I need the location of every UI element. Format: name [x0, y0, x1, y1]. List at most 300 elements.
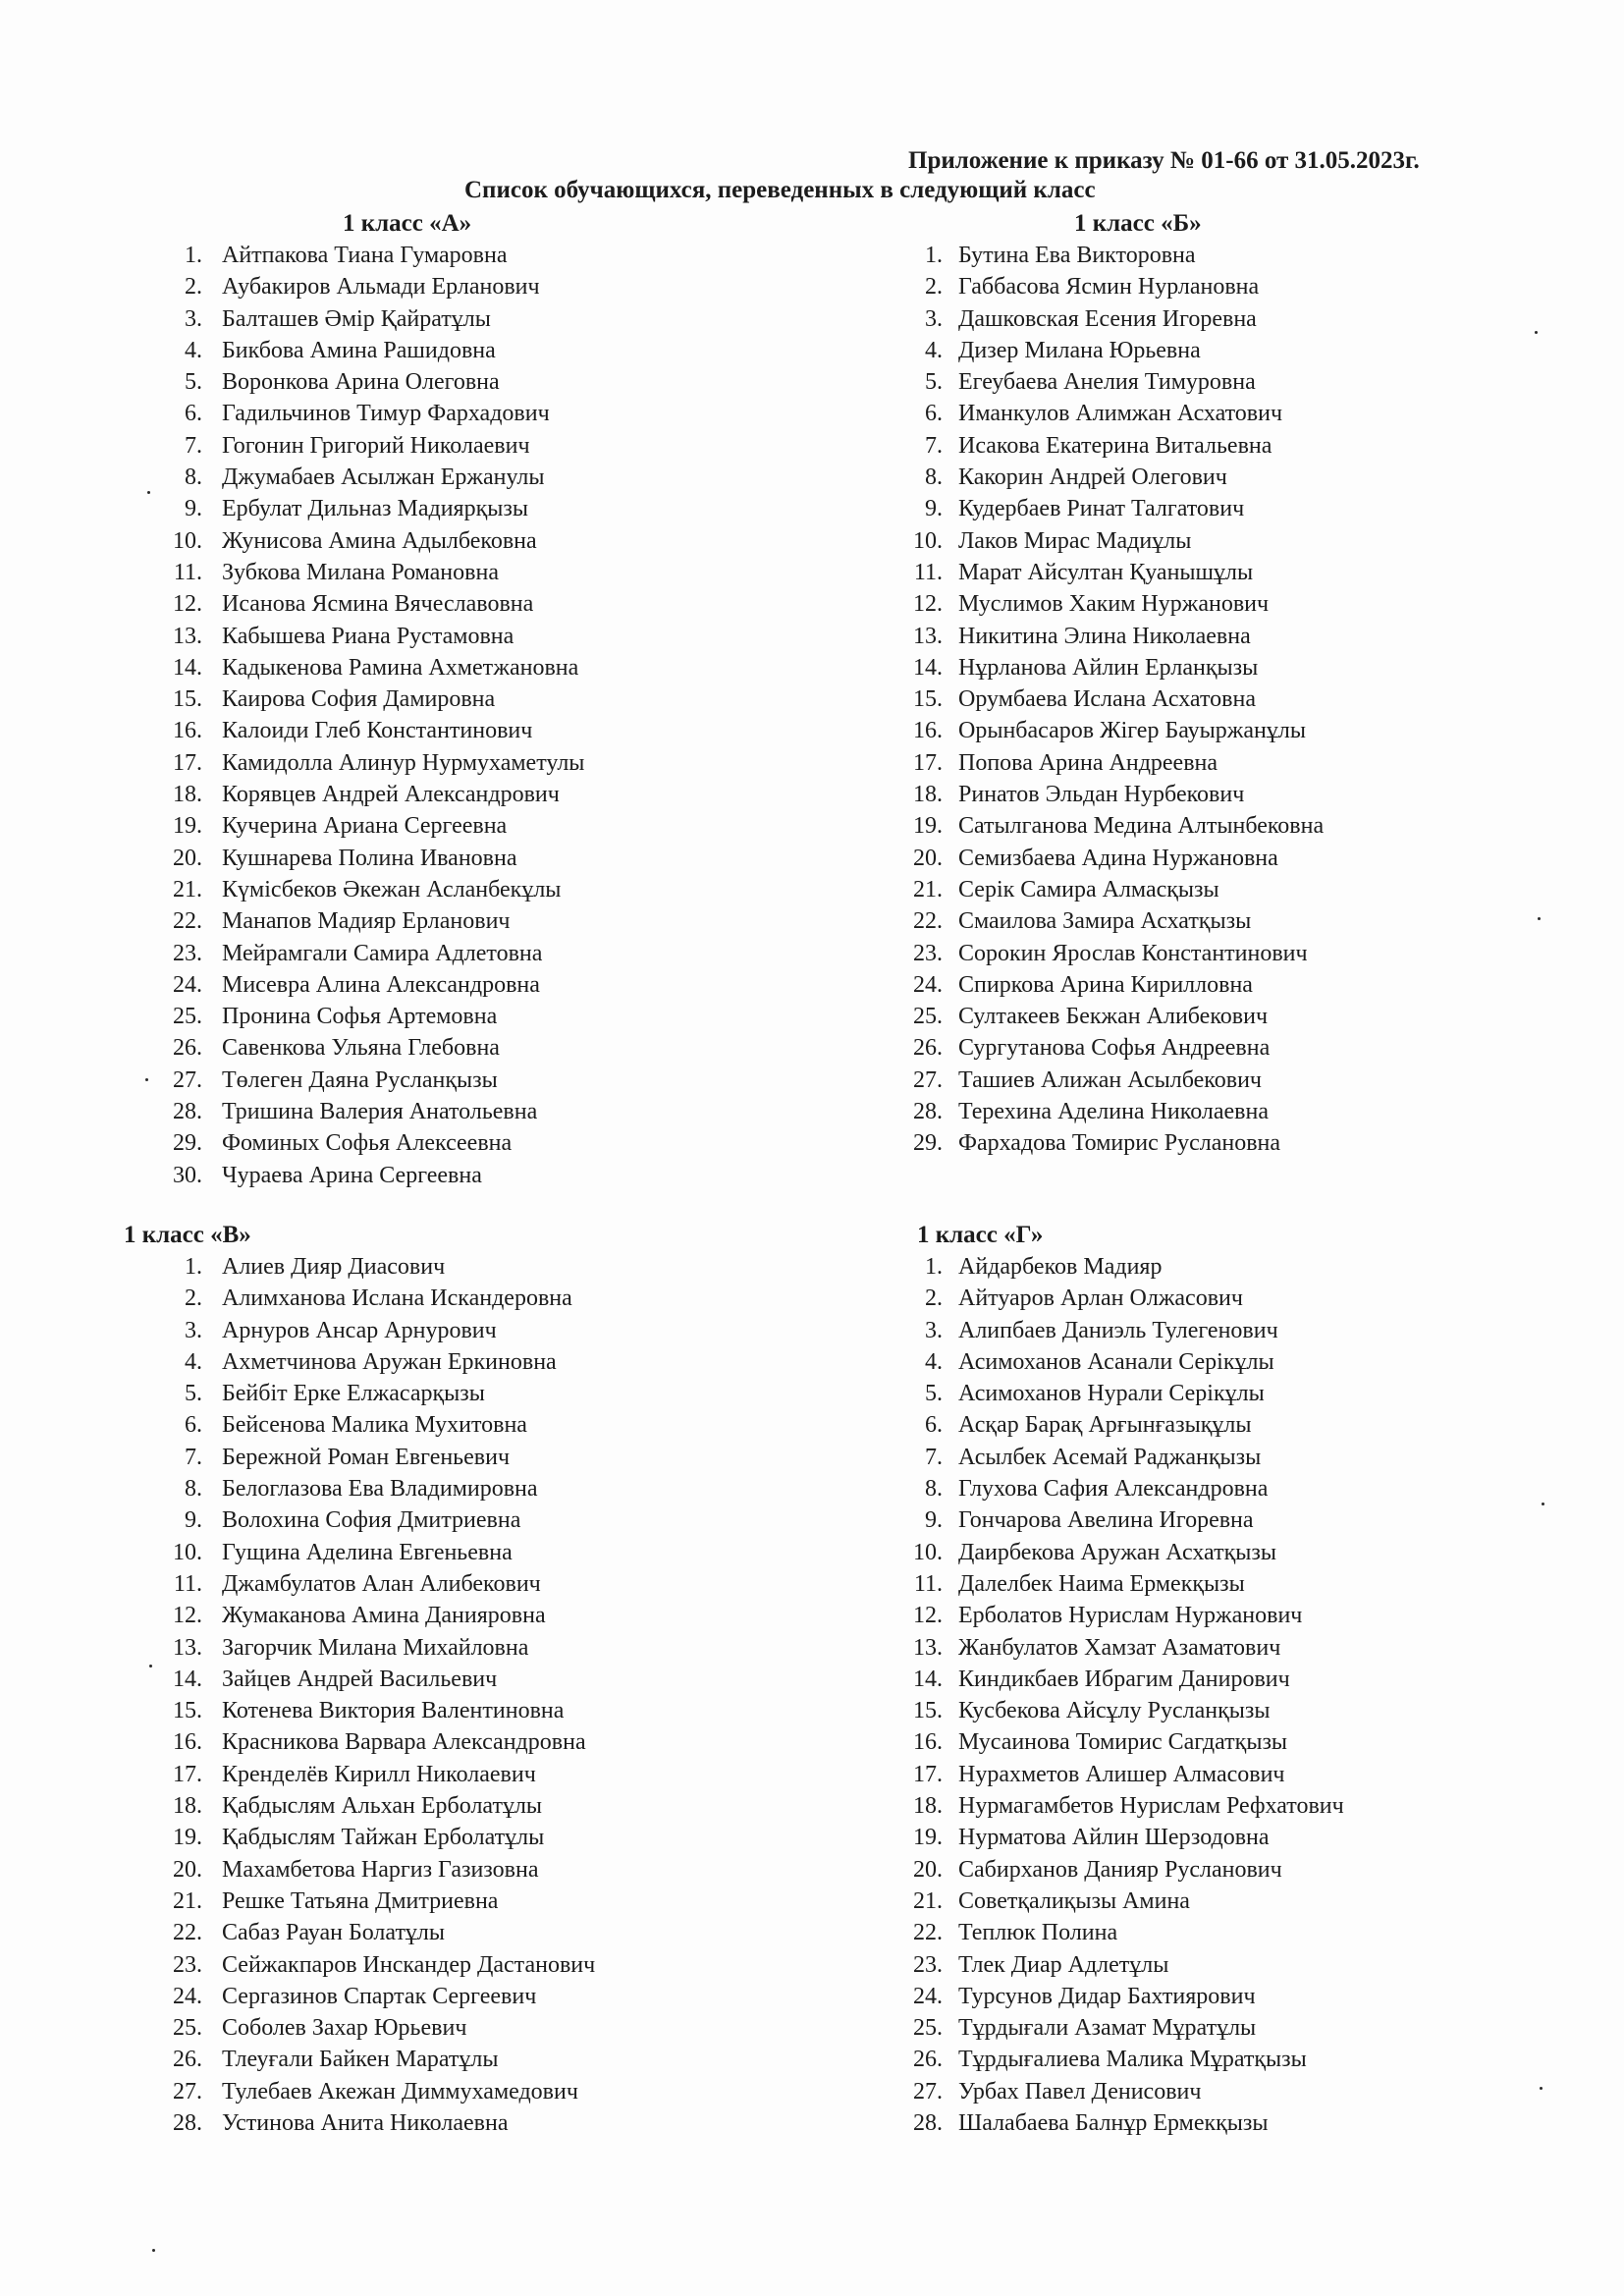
list-item	[899, 1096, 1449, 1127]
student-name: Белоглазова Ева Владимировна	[222, 1476, 538, 1503]
list-item-number: 22.	[173, 1920, 202, 1946]
class-a-list	[137, 240, 687, 1191]
student-name: Муслимов Хаким Нуржанович	[958, 591, 1270, 618]
student-name: Жунисова Амина Адылбековна	[222, 527, 537, 554]
list-item-number: 2.	[925, 1285, 943, 1312]
list-item-number: 28.	[913, 1099, 943, 1125]
list-item	[137, 1981, 687, 2012]
list-item	[899, 905, 1449, 937]
student-name: Гончарова Авелина Игоревна	[958, 1507, 1254, 1534]
scan-speck	[152, 2249, 155, 2252]
list-item-number: 18.	[173, 782, 202, 808]
list-item-number: 4.	[925, 1348, 943, 1375]
list-item	[137, 779, 687, 810]
list-item-number: 23.	[913, 1951, 943, 1978]
list-item	[899, 621, 1449, 652]
student-name: Манапов Мадияр Ерланович	[222, 908, 511, 935]
student-name: Ерболатов Нурислам Нуржанович	[958, 1603, 1303, 1629]
list-item-number: 23.	[913, 940, 943, 966]
student-name: Семизбаева Адина Нуржановна	[958, 845, 1278, 871]
list-item-number: 27.	[173, 2078, 202, 2105]
list-item-number: 22.	[913, 908, 943, 935]
list-item-number: 5.	[185, 1381, 202, 1407]
student-name: Калоиди Глеб Константинович	[222, 718, 533, 744]
list-item	[899, 2044, 1449, 2075]
class-a-title: 1 класс «А»	[343, 210, 472, 237]
student-name: Ахметчинова Аружан Еркиновна	[222, 1348, 557, 1375]
list-item-number: 29.	[173, 1130, 202, 1157]
student-name: Исакова Екатерина Витальевна	[958, 432, 1272, 459]
list-item	[899, 1065, 1449, 1096]
scan-speck	[149, 1665, 152, 1667]
list-item	[899, 810, 1449, 842]
list-item-number: 27.	[913, 2078, 943, 2105]
list-item-number: 7.	[925, 1444, 943, 1470]
student-name: Фархадова Томирис Руслановна	[958, 1130, 1281, 1157]
list-item	[899, 1032, 1449, 1064]
class-g-title: 1 класс «Г»	[917, 1222, 1044, 1248]
student-name: Урбах Павел Денисович	[958, 2078, 1202, 2105]
student-name: Решке Татьяна Дмитриевна	[222, 1887, 499, 1914]
list-item	[899, 271, 1449, 302]
student-name: Айтуаров Арлан Олжасович	[958, 1285, 1243, 1312]
student-name: Алиев Дияр Диасович	[222, 1254, 446, 1280]
list-item	[137, 683, 687, 715]
list-item	[137, 1568, 687, 1600]
scan-speck	[1540, 2087, 1543, 2090]
list-item	[137, 843, 687, 874]
list-item-number: 9.	[185, 496, 202, 522]
student-name: Султакеев Бекжан Алибекович	[958, 1004, 1269, 1030]
list-item	[899, 303, 1449, 335]
list-item	[899, 1790, 1449, 1822]
student-name: Тұрдығалиева Малика Мұратқызы	[958, 2047, 1307, 2073]
list-item-number: 25.	[913, 2015, 943, 2042]
list-item	[899, 525, 1449, 557]
list-item	[137, 462, 687, 493]
list-item-number: 11.	[173, 559, 202, 585]
class-b-title: 1 класс «Б»	[1074, 210, 1202, 237]
list-item-number: 5.	[925, 1381, 943, 1407]
list-item-number: 25.	[173, 1004, 202, 1030]
list-item	[899, 2012, 1449, 2044]
list-item	[137, 1127, 687, 1159]
appendix-heading: Приложение к приказу № 01-66 от 31.05.2023г.	[908, 147, 1420, 174]
student-name: Асимоханов Асанали Серікұлы	[958, 1348, 1274, 1375]
list-item	[137, 652, 687, 683]
list-item	[137, 1251, 687, 1283]
student-name: Гущина Аделина Евгеньевна	[222, 1539, 513, 1565]
student-name: Дизер Милана Юрьевна	[958, 337, 1201, 363]
list-item-number: 13.	[913, 623, 943, 649]
list-item	[899, 366, 1449, 398]
list-item	[137, 1315, 687, 1346]
list-item-number: 17.	[913, 749, 943, 776]
student-name: Соболев Захар Юрьевич	[222, 2015, 467, 2042]
student-name: Тлеуғали Байкен Маратұлы	[222, 2047, 499, 2073]
list-item-number: 10.	[173, 1539, 202, 1565]
list-item	[899, 715, 1449, 746]
student-name: Чураева Арина Сергеевна	[222, 1162, 482, 1188]
list-item	[137, 1378, 687, 1409]
student-name: Аубакиров Альмади Ерланович	[222, 274, 540, 301]
student-name: Мисевра Алина Александровна	[222, 971, 540, 998]
list-item	[899, 493, 1449, 524]
list-item	[899, 874, 1449, 905]
student-name: Савенкова Ульяна Глебовна	[222, 1035, 500, 1062]
list-item	[899, 1632, 1449, 1664]
list-item-number: 17.	[913, 1761, 943, 1787]
list-item-number: 1.	[925, 1254, 943, 1280]
scan-speck	[147, 491, 150, 494]
list-item	[137, 905, 687, 937]
student-name: Исанова Ясмина Вячеславовна	[222, 591, 534, 618]
list-item-number: 28.	[173, 2110, 202, 2137]
list-item	[137, 366, 687, 398]
list-item-number: 23.	[173, 1951, 202, 1978]
student-name: Котенева Виктория Валентиновна	[222, 1698, 565, 1724]
student-name: Кабышева Риана Рустамовна	[222, 623, 514, 649]
list-item	[899, 1001, 1449, 1032]
student-name: Волохина София Дмитриевна	[222, 1507, 521, 1534]
scan-speck	[1538, 917, 1541, 920]
student-name: Нурматова Айлин Шерзодовна	[958, 1825, 1270, 1851]
list-item-number: 7.	[185, 432, 202, 459]
list-item	[899, 462, 1449, 493]
student-name: Корявцев Андрей Александрович	[222, 782, 560, 808]
student-name: Камидолла Алинур Нурмухаметулы	[222, 749, 585, 776]
list-item	[899, 779, 1449, 810]
list-item-number: 24.	[173, 1983, 202, 2009]
list-item-number: 7.	[925, 432, 943, 459]
student-name: Төлеген Даяна Русланқызы	[222, 1066, 498, 1093]
list-item-number: 16.	[913, 718, 943, 744]
student-name: Сабаз Рауан Болатұлы	[222, 1920, 446, 1946]
list-item-number: 16.	[173, 718, 202, 744]
list-item-number: 2.	[925, 274, 943, 301]
student-name: Алипбаев Даниэль Тулегенович	[958, 1317, 1278, 1343]
student-name: Сорокин Ярослав Константинович	[958, 940, 1308, 966]
list-item-number: 12.	[913, 591, 943, 618]
list-item	[899, 1283, 1449, 1314]
list-item	[137, 398, 687, 429]
list-item	[137, 335, 687, 366]
list-item	[137, 1001, 687, 1032]
list-item-number: 5.	[925, 369, 943, 396]
student-name: Лаков Мирас Мадиұлы	[958, 527, 1192, 554]
list-item	[137, 1664, 687, 1695]
list-item-number: 15.	[913, 1698, 943, 1724]
student-name: Джумабаев Асылжан Ержанулы	[222, 465, 545, 491]
list-item-number: 4.	[925, 337, 943, 363]
student-name: Пронина Софья Артемовна	[222, 1004, 498, 1030]
list-item	[137, 1160, 687, 1191]
list-item	[137, 303, 687, 335]
list-item	[899, 1664, 1449, 1695]
class-a-section	[137, 208, 687, 1191]
list-item	[137, 1854, 687, 1886]
list-item	[899, 398, 1449, 429]
student-name: Тулебаев Акежан Диммухамедович	[222, 2078, 578, 2105]
list-item-number: 18.	[913, 782, 943, 808]
class-v-list	[137, 1251, 687, 2139]
list-item	[899, 1949, 1449, 1981]
list-item	[899, 1537, 1449, 1568]
list-item	[899, 1917, 1449, 1948]
class-v-section	[124, 1220, 687, 2139]
student-name: Загорчик Милана Михайловна	[222, 1634, 529, 1661]
list-item	[899, 1568, 1449, 1600]
list-item	[899, 1822, 1449, 1853]
student-name: Киндикбаев Ибрагим Данирович	[958, 1666, 1290, 1692]
student-name: Асқар Барақ Арғынғазықұлы	[958, 1412, 1252, 1439]
student-name: Нурахметов Алишер Алмасович	[958, 1761, 1285, 1787]
scan-speck	[1535, 331, 1538, 334]
student-name: Тұрдығали Азамат Мұратұлы	[958, 2015, 1257, 2042]
student-name: Махамбетова Наргиз Газизовна	[222, 1856, 539, 1883]
list-item	[899, 1759, 1449, 1790]
student-name: Кренделёв Кирилл Николаевич	[222, 1761, 536, 1787]
student-name: Ташиев Алижан Асылбекович	[958, 1066, 1262, 1093]
student-name: Зайцев Андрей Васильевич	[222, 1666, 498, 1692]
list-item	[899, 1504, 1449, 1536]
list-item	[899, 588, 1449, 620]
student-name: Гадильчинов Тимур Фархадович	[222, 401, 550, 427]
list-item-number: 27.	[173, 1066, 202, 1093]
list-item-number: 16.	[913, 1729, 943, 1756]
list-item-number: 14.	[173, 654, 202, 681]
class-v-title: 1 класс «В»	[124, 1222, 251, 1248]
list-item	[137, 1473, 687, 1504]
list-item-number: 20.	[173, 845, 202, 871]
list-item-number: 25.	[173, 2015, 202, 2042]
list-item	[137, 430, 687, 462]
list-item	[137, 1283, 687, 1314]
student-name: Далелбек Наима Ермекқызы	[958, 1570, 1245, 1597]
student-name: Бейсенова Малика Мухитовна	[222, 1412, 527, 1439]
list-item	[899, 1442, 1449, 1473]
list-item-number: 4.	[185, 337, 202, 363]
list-item	[137, 1632, 687, 1664]
list-item	[137, 1917, 687, 1948]
list-item	[137, 1790, 687, 1822]
list-item-number: 5.	[185, 369, 202, 396]
list-item	[137, 1346, 687, 1378]
student-name: Дашковская Есения Игоревна	[958, 305, 1257, 332]
list-item	[899, 1378, 1449, 1409]
list-item-number: 3.	[925, 1317, 943, 1343]
list-item-number: 10.	[913, 1539, 943, 1565]
student-name: Кушнарева Полина Ивановна	[222, 845, 517, 871]
student-name: Асылбек Асемай Раджанқызы	[958, 1444, 1262, 1470]
student-name: Какорин Андрей Олегович	[958, 465, 1227, 491]
list-item	[137, 2107, 687, 2139]
list-item-number: 10.	[173, 527, 202, 554]
list-item-number: 8.	[185, 1476, 202, 1503]
student-name: Смаилова Замира Асхатқызы	[958, 908, 1252, 935]
student-name: Каирова София Дамировна	[222, 686, 496, 713]
student-name: Егеубаева Анелия Тимуровна	[958, 369, 1256, 396]
student-name: Серік Самира Алмасқызы	[958, 876, 1219, 902]
list-item	[899, 1695, 1449, 1726]
list-item-number: 16.	[173, 1729, 202, 1756]
student-name: Қабдыслям Альхан Ерболатұлы	[222, 1793, 543, 1820]
student-name: Иманкулов Алимжан Асхатович	[958, 401, 1283, 427]
student-name: Тришина Валерия Анатольевна	[222, 1099, 538, 1125]
list-item-number: 26.	[173, 1035, 202, 1062]
student-name: Джамбулатов Алан Алибекович	[222, 1570, 541, 1597]
list-item-number: 6.	[925, 1412, 943, 1439]
list-item	[137, 1032, 687, 1064]
list-item-number: 30.	[173, 1162, 202, 1188]
list-item-number: 19.	[913, 1825, 943, 1851]
list-item-number: 24.	[913, 1983, 943, 2009]
list-item	[899, 1473, 1449, 1504]
list-item	[137, 271, 687, 302]
list-item-number: 11.	[913, 559, 943, 585]
student-name: Марат Айсултан Қуанышұлы	[958, 559, 1254, 585]
list-item-number: 18.	[173, 1793, 202, 1820]
document-title: Список обучающихся, переведенных в следующий класс	[464, 177, 1096, 203]
list-item-number: 12.	[173, 1603, 202, 1629]
list-item-number: 21.	[913, 1887, 943, 1914]
student-name: Айдарбеков Мадияр	[958, 1254, 1163, 1280]
list-item	[137, 557, 687, 588]
list-item	[137, 2012, 687, 2044]
student-name: Айтпакова Тиана Гумаровна	[222, 243, 508, 268]
list-item-number: 26.	[913, 1035, 943, 1062]
student-name: Ринатов Эльдан Нурбекович	[958, 782, 1245, 808]
list-item-number: 12.	[173, 591, 202, 618]
list-item-number: 18.	[913, 1793, 943, 1820]
student-name: Тлек Диар Адлетұлы	[958, 1951, 1169, 1978]
list-item-number: 4.	[185, 1348, 202, 1375]
list-item-number: 3.	[925, 305, 943, 332]
student-name: Бейбіт Ерке Елжасарқызы	[222, 1381, 485, 1407]
list-item	[137, 1886, 687, 1917]
student-name: Габбасова Ясмин Нурлановна	[958, 274, 1260, 301]
student-name: Устинова Анита Николаевна	[222, 2110, 509, 2137]
student-name: Теплюк Полина	[958, 1920, 1118, 1946]
list-item-number: 14.	[913, 654, 943, 681]
list-item	[899, 557, 1449, 588]
list-item-number: 15.	[913, 686, 943, 713]
list-item-number: 13.	[173, 1634, 202, 1661]
student-name: Қабдыслям Тайжан Ерболатұлы	[222, 1825, 545, 1851]
student-name: Нұрланова Айлин Ерланқызы	[958, 654, 1259, 681]
student-name: Сургутанова Софья Андреевна	[958, 1035, 1271, 1062]
list-item-number: 28.	[913, 2110, 943, 2137]
list-item	[137, 969, 687, 1001]
list-item	[137, 1442, 687, 1473]
list-item-number: 11.	[913, 1570, 943, 1597]
list-item	[137, 1409, 687, 1441]
list-item	[137, 715, 687, 746]
list-item	[899, 1981, 1449, 2012]
list-item-number: 25.	[913, 1004, 943, 1030]
student-name: Кусбекова Айсұлу Русланқызы	[958, 1698, 1271, 1724]
student-name: Балташев Әмір Қайратұлы	[222, 305, 491, 332]
list-item-number: 20.	[913, 1856, 943, 1883]
student-name: Зубкова Милана Романовна	[222, 559, 499, 585]
student-name: Турсунов Дидар Бахтиярович	[958, 1983, 1256, 2009]
class-b-section	[899, 208, 1449, 1160]
student-name: Орынбасаров Жігер Бауыржанұлы	[958, 718, 1306, 744]
student-name: Мейрамгали Самира Адлетовна	[222, 940, 543, 966]
list-item	[137, 1537, 687, 1568]
list-item-number: 13.	[173, 623, 202, 649]
list-item	[137, 2044, 687, 2075]
list-item-number: 9.	[925, 1507, 943, 1534]
student-name: Асимоханов Нурали Серікұлы	[958, 1381, 1265, 1407]
student-name: Попова Арина Андреевна	[958, 749, 1218, 776]
list-item-number: 28.	[173, 1099, 202, 1125]
student-name: Воронкова Арина Олеговна	[222, 369, 500, 396]
list-item	[899, 1600, 1449, 1631]
list-item-number: 21.	[913, 876, 943, 902]
list-item	[137, 1065, 687, 1096]
list-item	[899, 1346, 1449, 1378]
list-item	[899, 843, 1449, 874]
list-item-number: 14.	[173, 1666, 202, 1692]
student-name: Кучерина Ариана Сергеевна	[222, 813, 508, 840]
list-item	[899, 1251, 1449, 1283]
list-item	[137, 938, 687, 969]
list-item	[899, 969, 1449, 1001]
list-item	[899, 1854, 1449, 1886]
list-item	[899, 1409, 1449, 1441]
list-item-number: 21.	[173, 876, 202, 902]
list-item-number: 17.	[173, 1761, 202, 1787]
list-item-number: 14.	[913, 1666, 943, 1692]
list-item-number: 13.	[913, 1634, 943, 1661]
student-name: Алимханова Ислана Искандеровна	[222, 1285, 572, 1312]
list-item-number: 9.	[185, 1507, 202, 1534]
class-b-list	[899, 240, 1449, 1160]
list-item-number: 11.	[173, 1570, 202, 1597]
list-item	[137, 1949, 687, 1981]
list-item-number: 22.	[913, 1920, 943, 1946]
list-item	[137, 747, 687, 779]
list-item-number: 20.	[913, 845, 943, 871]
list-item	[137, 240, 687, 271]
student-name: Шалабаева Балнұр Ермекқызы	[958, 2110, 1269, 2137]
list-item-number: 15.	[173, 686, 202, 713]
list-item-number: 24.	[913, 971, 943, 998]
student-name: Гогонин Григорий Николаевич	[222, 432, 530, 459]
student-name: Бикбова Амина Рашидовна	[222, 337, 496, 363]
list-item-number: 6.	[925, 401, 943, 427]
student-name: Мусаинова Томирис Сагдатқызы	[958, 1729, 1288, 1756]
list-item	[899, 430, 1449, 462]
student-name: Сергазинов Спартак Сергеевич	[222, 1983, 537, 2009]
student-name: Орумбаева Ислана Асхатовна	[958, 686, 1256, 713]
class-g-list	[899, 1251, 1449, 2139]
list-item-number: 10.	[913, 527, 943, 554]
student-name: Ербулат Дильназ Мадиярқызы	[222, 496, 528, 522]
student-name: Жумаканова Амина Данияровна	[222, 1603, 546, 1629]
list-item-number: 12.	[913, 1603, 943, 1629]
list-item	[899, 2076, 1449, 2107]
list-item-number: 27.	[913, 1066, 943, 1093]
list-item-number: 19.	[173, 1825, 202, 1851]
student-name: Бережной Роман Евгеньевич	[222, 1444, 511, 1470]
list-item	[137, 1822, 687, 1853]
list-item	[899, 1726, 1449, 1758]
list-item-number: 26.	[913, 2047, 943, 2073]
list-item	[899, 938, 1449, 969]
list-item	[899, 747, 1449, 779]
